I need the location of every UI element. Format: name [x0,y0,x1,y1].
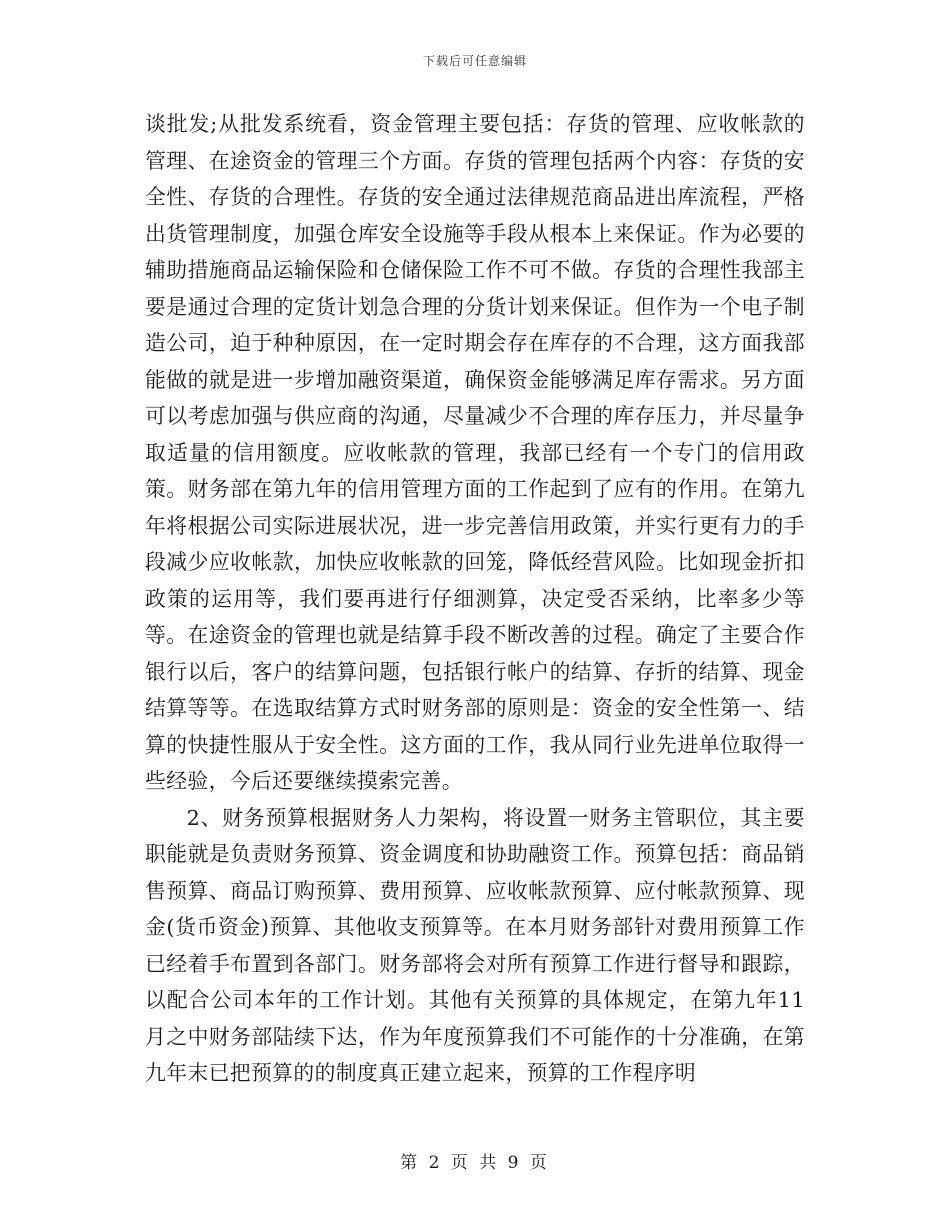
page-number-footer: 第 2 页 共 9 页 [400,1153,550,1173]
body-paragraph-1: 谈批发;从批发系统看，资金管理主要包括：存货的管理、应收帐款的管理、在途资金的管理三个方面。存货的管理包括两个内容：存货的安全性、存货的合理性。存货的安全通过法律规范商品进出库流程，严格出货管理制度，加强仓库安全设施等手段从根本上来保证。作为必要的辅助措施商品运输保险和仓储保险工作不可不做。存货的合理性我部主要是通过合理的定货计划急合理的分货计划来保证。但作为一个电子制造公司，迫于种种原因，在一定时期会存在库存的不合理，这方面我部能做的就是进一步增加融资渠道，确保资金能够满足库存需求。另方面可以考虑加强与供应商的沟通，尽量减少不合理的库存压力，并尽量争取适量的信用额度。应收帐款的管理，我部已经有一个专门的信用政策。财务部在第九年的信用管理方面的工作起到了应有的作用。在第九年将根据公司实际进展状况，进一步完善信用政策，并实行更有力的手段减少应收帐款，加快应收帐款的回笼，降低经营风险。比如现金折扣政策的运用等，我们要再进行仔细测算，决定受否采纳，比率多少等等。在途资金的管理也就是结算手段不断改善的过程。确定了主要合作银行以后，客户的结算问题，包括银行帐户的结算、存折的结算、现金结算等等。在选取结算方式时财务部的原则是：资金的安全性第一、结算的快捷性服从于安全性。这方面的工作，我从同行业先进单位取得一些经验，今后还要继续摸索完善。 [145,112,805,793]
document-body [145,106,805,1092]
body-paragraph-2: 2、财务预算根据财务人力架构，将设置一财务主管职位，其主要职能就是负责财务预算、资金调度和协助融资工作。预算包括：商品销售预算、商品订购预算、费用预算、应收帐款预算、应付帐款预算、现金(货币资金)预算、其他收支预算等。在本月财务部针对费用预算工作已经着手布置到各部门。财务部将会对所有预算工作进行督导和跟踪，以配合公司本年的工作计划。其他有关预算的具体规定，在第九年11月之中财务部陆续下达，作为年度预算我们不可能作的十分准确，在第九年末已把预算的的制度真正建立起来，预算的工作程序明 [145,805,805,1085]
page-header: 下载后可任意编辑 [422,54,527,68]
